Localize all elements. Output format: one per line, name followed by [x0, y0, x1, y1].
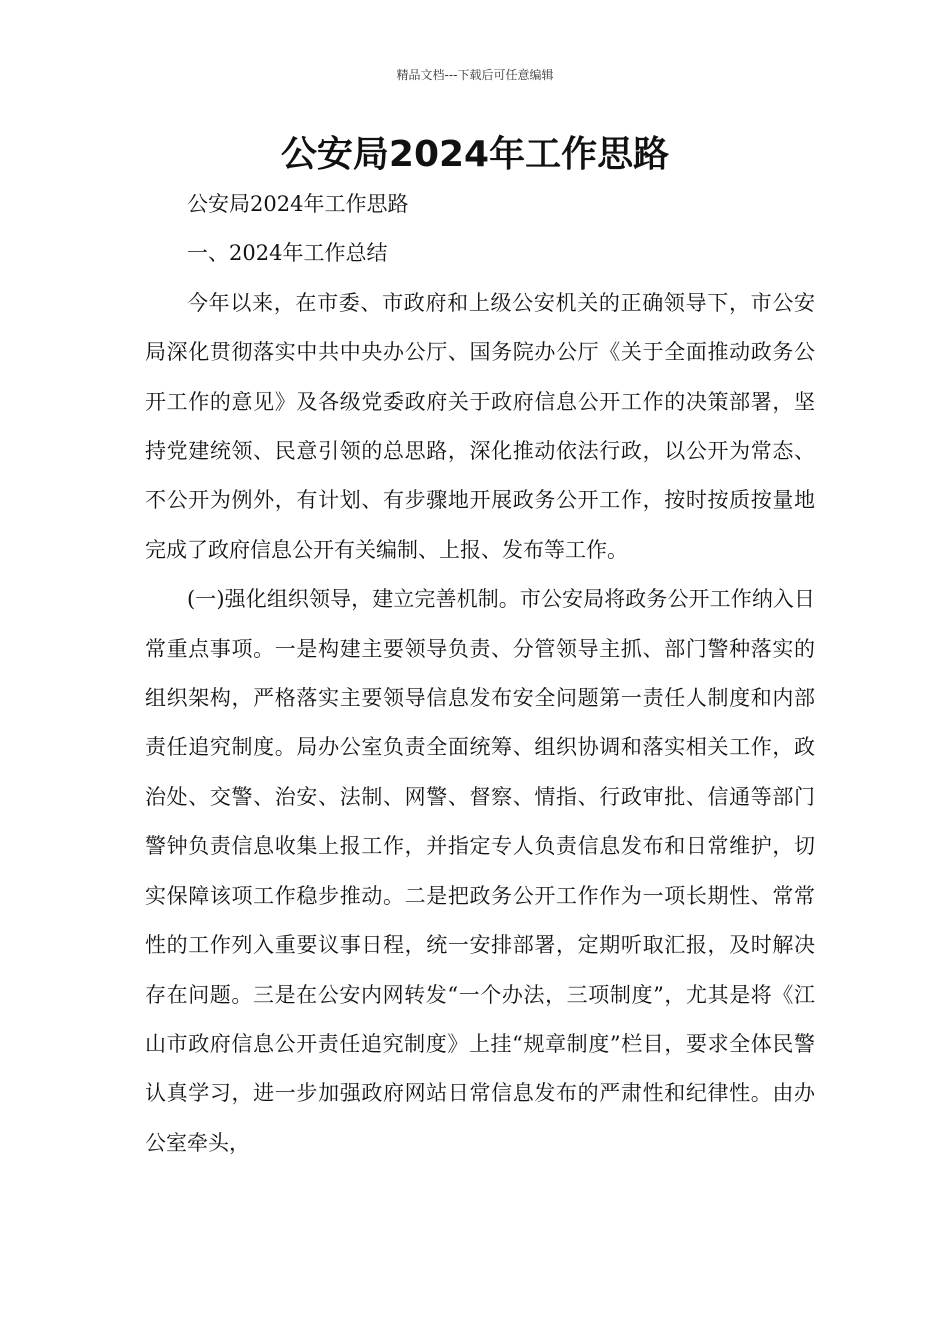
document-body [145, 180, 815, 1168]
paragraph-section-heading: 一、2024年工作总结 [187, 241, 388, 266]
document-title: 公安局2024年工作思路 [280, 134, 670, 175]
page-header-note: 精品文档---下载后可任意编辑 [396, 68, 554, 82]
paragraph-summary: 今年以来，在市委、市政府和上级公安机关的正确领导下，市公安局深化贯彻落实中共中央办公厅、国务院办公厅《关于全面推动政务公开工作的意见》及各级党委政府关于政府信息公开工作的决策部署，坚持党建统领、民意引领的总思路，深化推动依法行政，以公开为常态、不公开为例外，有计划、有步骤地开展政务公开工作，按时按质按量地完成了政府信息公开有关编制、上报、发布等工作。 [145, 290, 815, 562]
paragraph-organization: (一)强化组织领导，建立完善机制。市公安局将政务公开工作纳入日常重点事项。一是构建主要领导负责、分管领导主抓、部门警种落实的组织架构，严格落实主要领导信息发布安全问题第一责任人制度和内部责任追究制度。局办公室负责全面统筹、组织协调和落实相关工作，政治处、交警、治安、法制、网警、督察、情指、行政审批、信通等部门警钟负责信息收集上报工作，并指定专人负责信息发布和日常维护，切实保障该项工作稳步推动。二是把政务公开工作作为一项长期性、常常性的工作列入重要议事日程，统一安排部署，定期听取汇报，及时解决存在问题。三是在公安内网转发“一个办法，三项制度”，尤其是将《江山市政府信息公开责任追究制度》上挂“规章制度”栏目，要求全体民警认真学习，进一步加强政府网站日常信息发布的严肃性和纪律性。由办公室牵头， [145, 587, 815, 1155]
paragraph-subtitle: 公安局2024年工作思路 [187, 192, 409, 216]
